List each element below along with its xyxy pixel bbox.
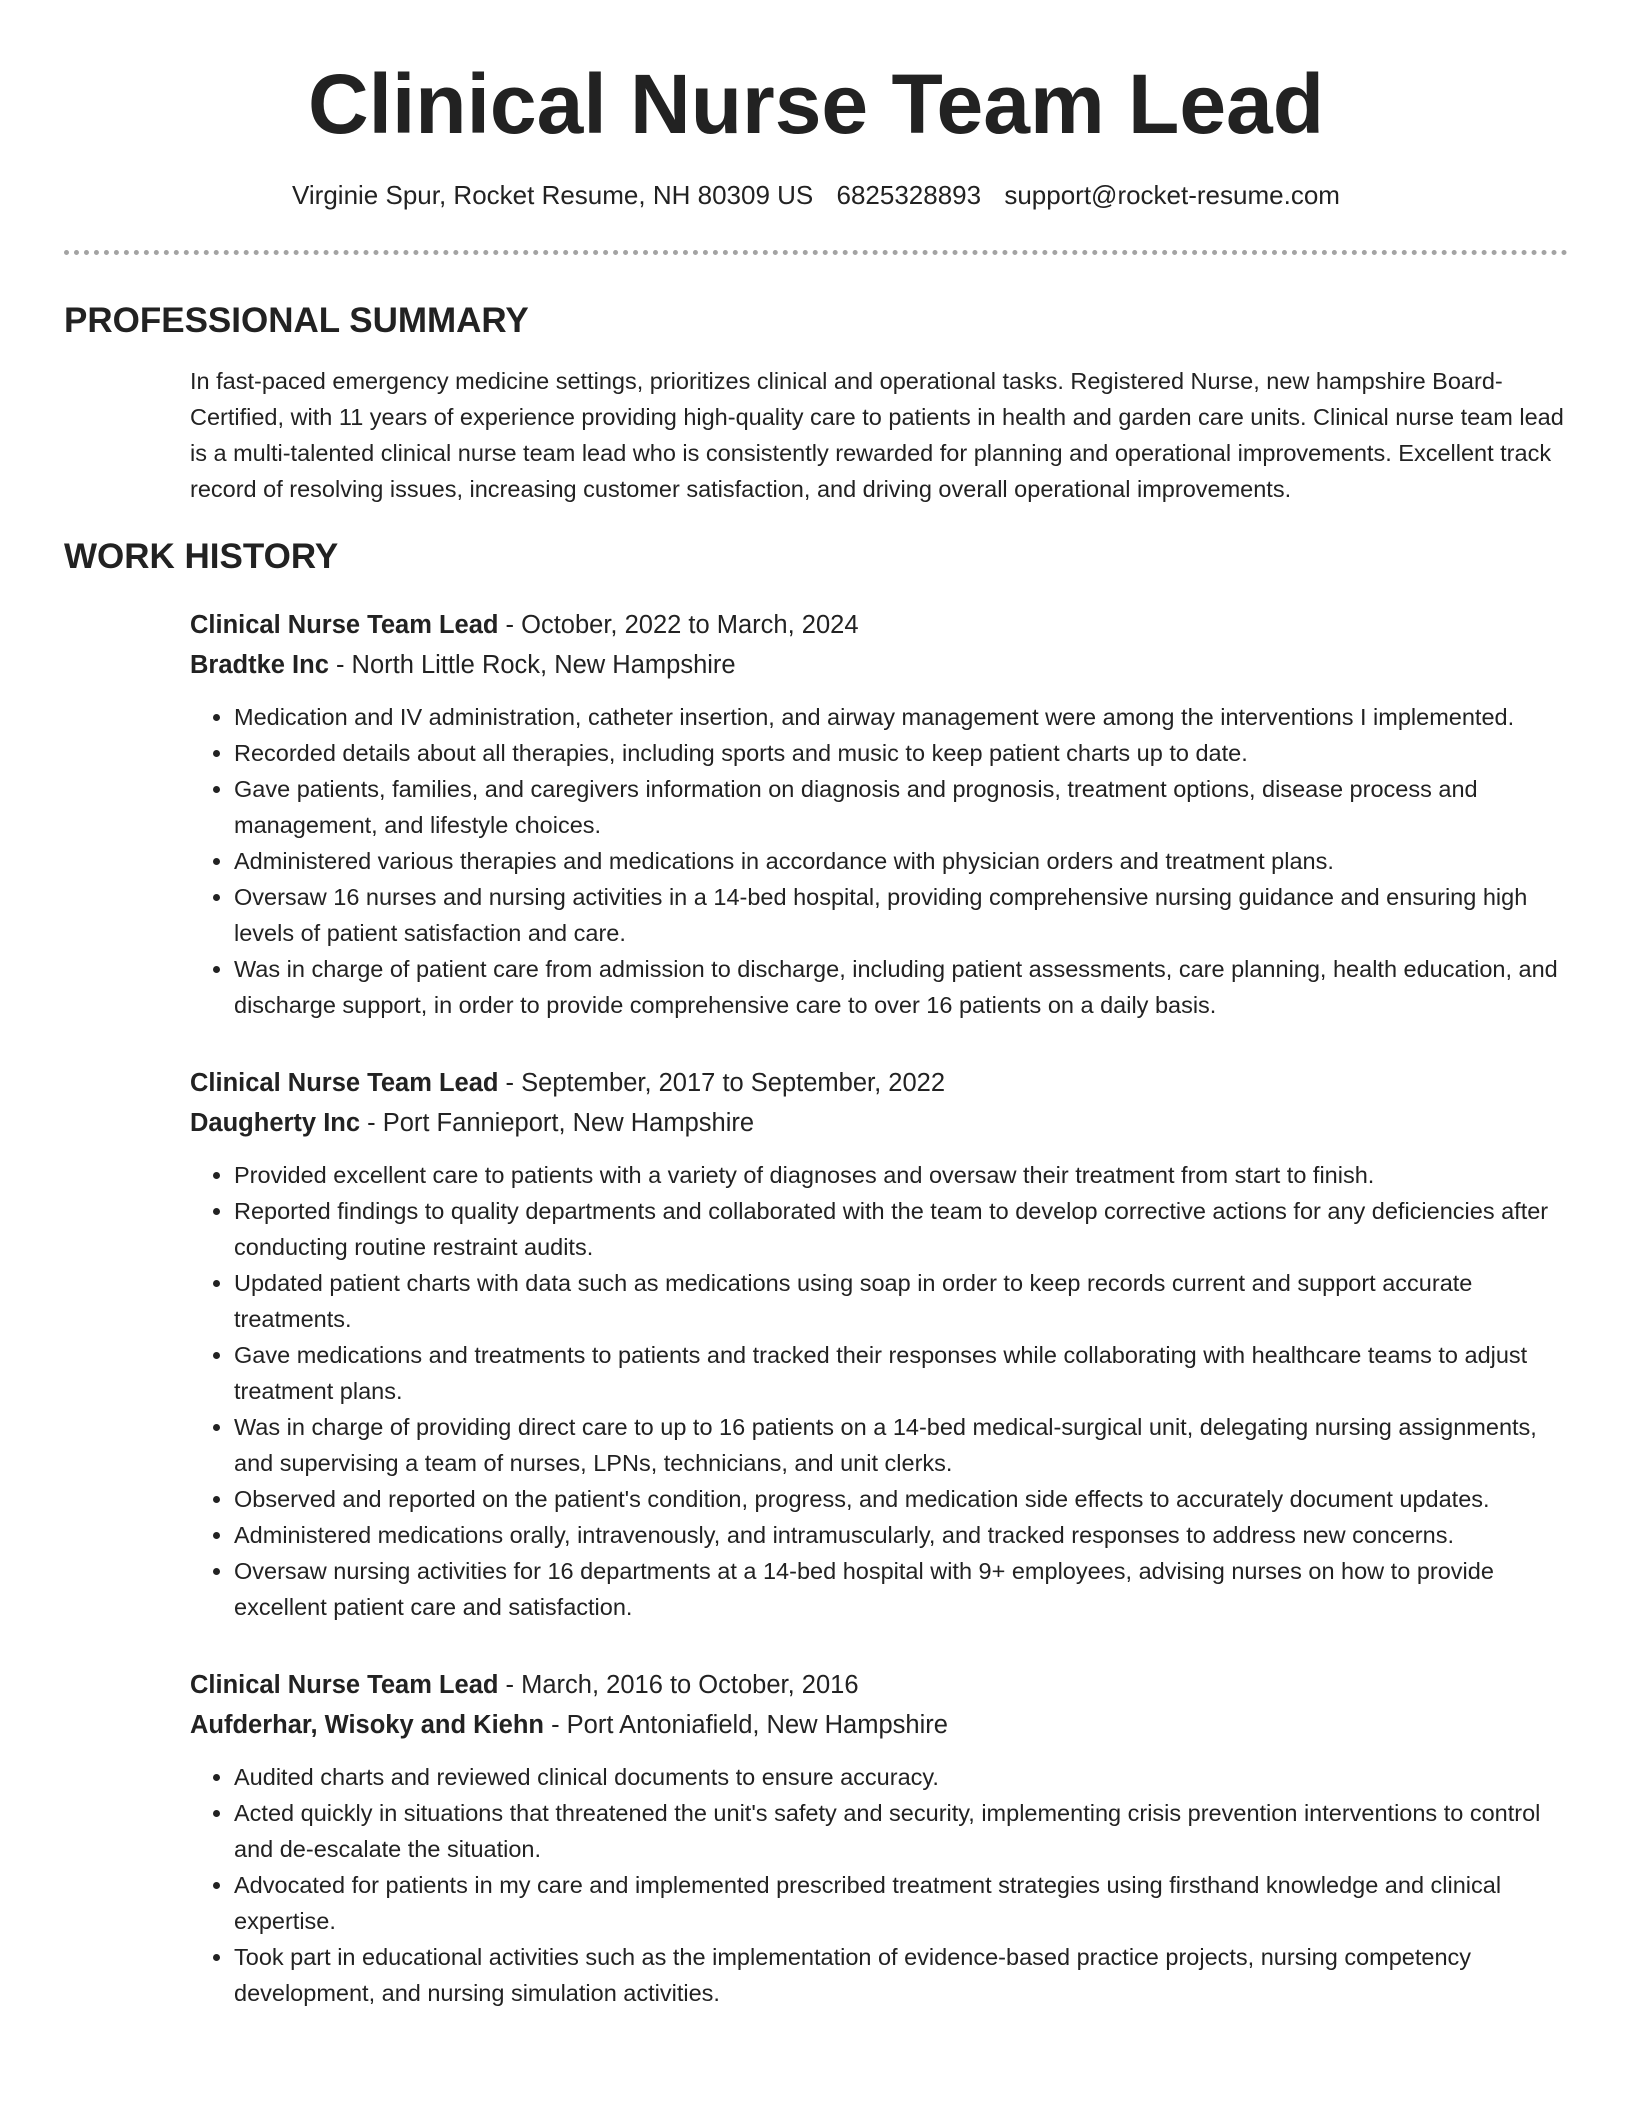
job-dates: - October, 2022 to March, 2024 (498, 611, 859, 639)
section-title-work-history: WORK HISTORY (64, 537, 339, 576)
job-role-line (190, 605, 1568, 645)
job-bullet: • Was in charge of patient care from admission to discharge, including patient assessments, care planning, health education, and discharge support, in order to provide comprehensive care to over 16 patients on a daily basis. (234, 951, 1568, 1023)
job-role-line (190, 1063, 1568, 1103)
job-bullet: • Reported findings to quality departments and collaborated with the team to develop corrective actions for any deficiencies after conducting routine restraint audits. (234, 1193, 1568, 1265)
job-bullet: • Provided excellent care to patients with a variety of diagnoses and oversaw their treatment from start to finish. (234, 1157, 1568, 1193)
summary-text: In fast-paced emergency medicine settings, prioritizes clinical and operational tasks. Registered Nurse, new hampshire Board-Certified, with 11 years of experience providing high-quality care to patients in health and garden care units. Clinical nurse team lead is a multi-talented clinical nurse team lead who is consistently rewarded for planning and operational improvements. Excellent track record of resolving issues, increasing customer satisfaction, and driving overall operational improvements. (190, 368, 1564, 502)
job-role: Clinical Nurse Team Lead (190, 1069, 499, 1097)
job-bullets (190, 1157, 1568, 1625)
job-dates: - March, 2016 to October, 2016 (498, 1671, 859, 1699)
job-company-line (190, 1705, 1568, 1745)
job-company: Daugherty Inc (190, 1109, 361, 1137)
job-bullet: • Observed and reported on the patient's condition, progress, and medication side effects to accurately document updates. (234, 1481, 1568, 1517)
contact-line (64, 178, 1568, 212)
job-location: - North Little Rock, New Hampshire (328, 651, 736, 679)
job-bullet: • Audited charts and reviewed clinical documents to ensure accuracy. (234, 1759, 1568, 1795)
resume-name: Clinical Nurse Team Lead (307, 57, 1325, 151)
job-bullet: • Medication and IV administration, catheter insertion, and airway management were among the interventions I implemented. (234, 699, 1568, 735)
job-role: Clinical Nurse Team Lead (190, 611, 499, 639)
job-bullet: • Oversaw 16 nurses and nursing activities in a 14-bed hospital, providing comprehensive nursing guidance and ensuring high levels of patient satisfaction and care. (234, 879, 1568, 951)
job-entry (190, 605, 1568, 1023)
job-role-line (190, 1665, 1568, 1705)
job-bullet: • Gave patients, families, and caregivers information on diagnosis and prognosis, treatment options, disease process and management, and lifestyle choices. (234, 771, 1568, 843)
job-bullet: • Updated patient charts with data such as medications using soap in order to keep records current and support accurate treatments. (234, 1265, 1568, 1337)
work-history-list (190, 605, 1568, 2011)
job-bullet: • Administered various therapies and medications in accordance with physician orders and treatment plans. (234, 843, 1568, 879)
job-company: Bradtke Inc (190, 651, 329, 679)
job-role: Clinical Nurse Team Lead (190, 1671, 499, 1699)
job-entry (190, 1063, 1568, 1625)
job-bullet: • Oversaw nursing activities for 16 departments at a 14-bed hospital with 9+ employees, advising nurses on how to provide excellent patient care and satisfaction. (234, 1553, 1568, 1625)
job-bullet: • Acted quickly in situations that threatened the unit's safety and security, implementing crisis prevention interventions to control and de-escalate the situation. (234, 1795, 1568, 1867)
job-bullets (190, 1759, 1568, 2011)
contact-address: Virginie Spur, Rocket Resume, NH 80309 US (292, 180, 814, 210)
job-bullet: • Was in charge of providing direct care to up to 16 patients on a 14-bed medical-surgical unit, delegating nursing assignments, and supervising a team of nurses, LPNs, technicians, and unit clerks. (234, 1409, 1568, 1481)
job-bullet: • Administered medications orally, intravenously, and intramuscularly, and tracked responses to address new concerns. (234, 1517, 1568, 1553)
section-title-summary: PROFESSIONAL SUMMARY (64, 301, 529, 340)
job-company-line (190, 645, 1568, 685)
header-divider (64, 250, 1568, 255)
job-company-line (190, 1103, 1568, 1143)
job-bullet: • Advocated for patients in my care and implemented prescribed treatment strategies using firsthand knowledge and clinical expertise. (234, 1867, 1568, 1939)
job-bullets (190, 699, 1568, 1023)
job-location: - Port Antoniafield, New Hampshire (544, 1711, 948, 1739)
job-bullet: • Recorded details about all therapies, including sports and music to keep patient charts up to date. (234, 735, 1568, 771)
job-bullet: • Gave medications and treatments to patients and tracked their responses while collaborating with healthcare teams to adjust treatment plans. (234, 1337, 1568, 1409)
job-company: Aufderhar, Wisoky and Kiehn (190, 1711, 544, 1739)
job-location: - Port Fannieport, New Hampshire (360, 1109, 755, 1137)
resume-page (64, 0, 1568, 2011)
contact-email: support@rocket-resume.com (1004, 180, 1340, 210)
job-bullet: • Took part in educational activities such as the implementation of evidence-based practice projects, nursing competency development, and nursing simulation activities. (234, 1939, 1568, 2011)
job-entry (190, 1665, 1568, 2011)
contact-phone: 6825328893 (836, 180, 982, 210)
job-dates: - September, 2017 to September, 2022 (498, 1069, 946, 1097)
